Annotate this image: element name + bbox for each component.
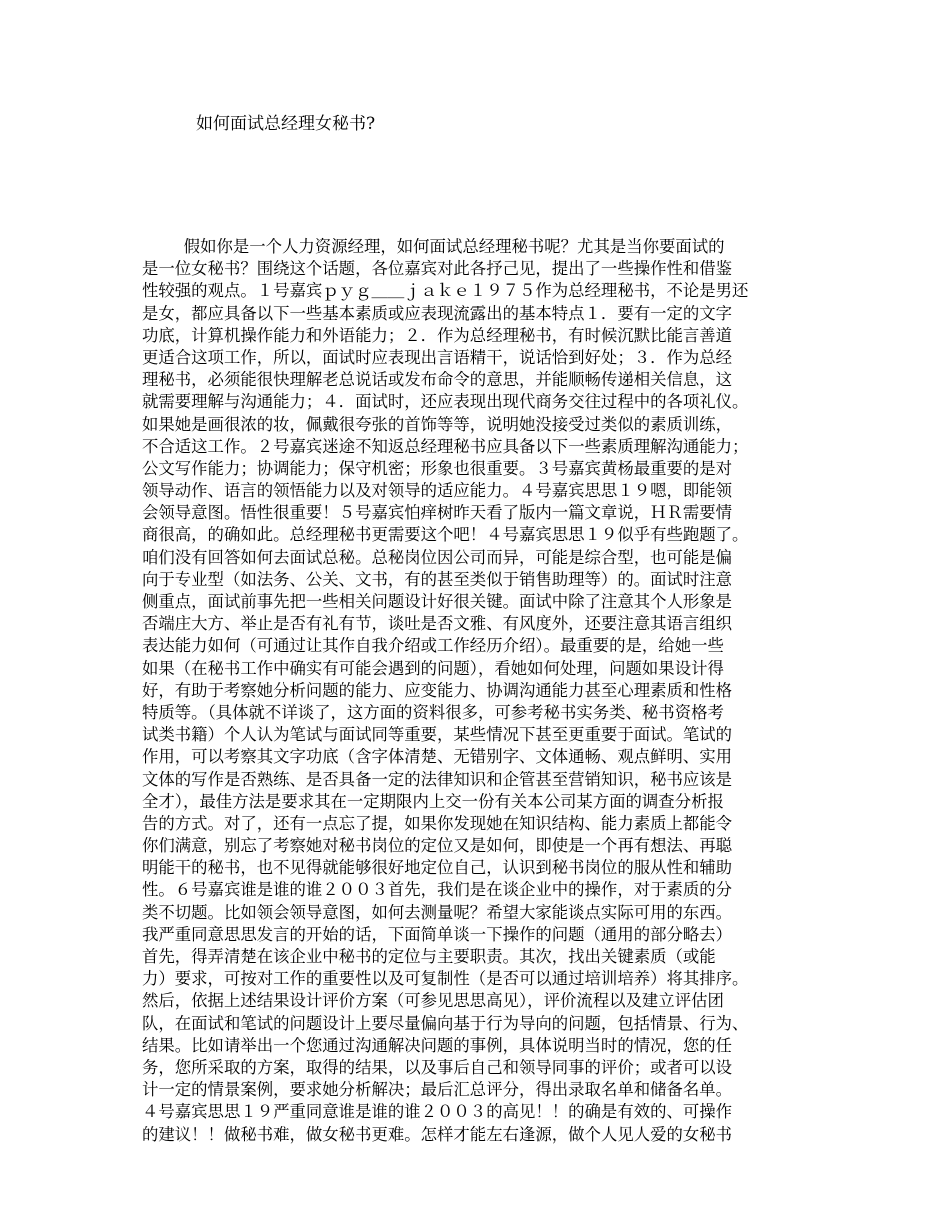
body-text-line: 如果（在秘书工作中确实有可能会遇到的问题），看她如何处理，问题如果设计得 (142, 658, 724, 678)
body-text-line: 是一位女秘书？围绕这个话题，各位嘉宾对此各抒己见，提出了一些操作性和借鉴 (142, 259, 733, 279)
body-text-line: 性。６号嘉宾谁是谁的谁２００３首先，我们是在谈企业中的操作，对于素质的分 (142, 880, 733, 900)
body-text-line: 首先，得弄清楚在该企业中秘书的定位与主要职责。其次，找出关键素质（或能 (142, 947, 716, 966)
body-text-line: 的建议！！做秘书难，做女秘书更难。怎样才能左右逢源，做个人见人爱的女秘书 (142, 1124, 733, 1144)
body-text-line: 明能干的秘书，也不见得就能够很好地定位自己，认识到秘书岗位的服从性和辅助 (142, 858, 733, 878)
body-text-line: 队，在面试和笔试的问题设计上要尽量偏向基于行为导向的问题，包括情景、行为、 (142, 1013, 749, 1033)
body-text-line: 领导动作、语言的领悟能力以及对领导的适应能力。４号嘉宾思思１９嗯，即能领 (142, 481, 733, 501)
body-text-line: 你们满意，别忘了考察她对秘书岗位的定位又是如何，即使是一个再有想法、再聪 (142, 836, 733, 856)
body-text-line: 理秘书，必须能很快理解老总说话或发布命令的意思，并能顺畅传递相关信息，这 (142, 370, 733, 390)
body-text-line: ４号嘉宾思思１９严重同意谁是谁的谁２００３的高见！！的确是有效的、可操作 (142, 1102, 733, 1122)
body-text-line: 假如你是一个人力资源经理，如何面试总经理秘书呢？尤其是当你要面试的 (142, 237, 725, 256)
body-text-line: 结果。比如请举出一个您通过沟通解决问题的事例，具体说明当时的情况，您的任 (142, 1035, 733, 1055)
document-body (142, 236, 822, 1146)
body-text-line: 就需要理解与沟通能力；４．面试时，还应表现出现代商务交往过程中的各项礼仪。 (142, 392, 749, 412)
body-text-line: 向于专业型（如法务、公关、文书，有的甚至类似于销售助理等）的。面试时注意 (142, 569, 733, 589)
body-text-line: 我严重同意思思发言的开始的话，下面简单谈一下操作的问题（通用的部分略去） (142, 924, 733, 944)
body-text-line: 告的方式。对了，还有一点忘了提，如果你发现她在知识结构、能力素质上都能令 (142, 813, 733, 833)
body-text-line: 文体的写作是否熟练、是否具备一定的法律知识和企管甚至营销知识，秘书应该是 (142, 769, 733, 789)
body-text-line: 不合适这工作。２号嘉宾迷途不知返总经理秘书应具备以下一些素质理解沟通能力； (142, 436, 749, 456)
body-text-line: 更适合这项工作，所以，面试时应表现出言语精干，说话恰到好处；３．作为总经 (142, 347, 733, 367)
body-text-line: 计一定的情景案例，要求她分析解决；最后汇总评分，得出录取名单和储备名单。 (142, 1080, 733, 1100)
body-text-line: 咱们没有回答如何去面试总秘。总秘岗位因公司而异，可能是综合型，也可能是偏 (142, 547, 733, 567)
body-text-line: 表达能力如何（可通过让其作自我介绍或工作经历介绍）。最重要的是，给她一些 (142, 636, 724, 656)
body-text-line: 类不切题。比如领会领导意图，如何去测量呢？希望大家能谈点实际可用的东西。 (142, 902, 733, 922)
body-text-line: 否端庄大方、举止是否有礼有节，谈吐是否文雅、有风度外，还要注意其语言组织 (142, 614, 733, 634)
body-text-line: 全才），最佳方法是要求其在一定期限内上交一份有关本公司某方面的调查分析报 (142, 791, 724, 811)
body-text-line: 然后，依据上述结果设计评价方案（可参见思思高见），评价流程以及建立评估团 (142, 991, 724, 1011)
body-text-line: 作用，可以考察其文字功底（含字体清楚、无错别字、文体通畅、观点鲜明、实用 (142, 747, 733, 767)
body-text-line: 商很高，的确如此。总经理秘书更需要这个吧！４号嘉宾思思１９似乎有些跑题了。 (142, 525, 749, 545)
document-title: 如何面试总经理女秘书? (196, 114, 376, 134)
body-text-line: 力）要求，可按对工作的重要性以及可复制性（是否可以通过培训培养）将其排序。 (142, 969, 749, 989)
body-text-line: 会领导意图。悟性很重要！５号嘉宾怕痒树昨天看了版内一篇文章说，ＨＲ需要情 (142, 503, 733, 523)
body-text-line: 是女，都应具备以下一些基本素质或应表现流露出的基本特点１．要有一定的文字 (142, 303, 733, 323)
body-text-line: 如果她是画很浓的妆，佩戴很夸张的首饰等等，说明她没接受过类似的素质训练， (142, 414, 733, 434)
body-text-line: 试类书籍）个人认为笔试与面试同等重要，某些情况下甚至更重要于面试。笔试的 (142, 725, 733, 745)
body-text-line: 性较强的观点。１号嘉宾ｐｙｇ＿＿ｊａｋｅ１９７５作为总经理秘书，不论是男还 (142, 281, 749, 301)
body-text-line: 功底，计算机操作能力和外语能力；２．作为总经理秘书，有时候沉默比能言善道 (142, 325, 733, 345)
body-text-line: 特质等。（具体就不详谈了，这方面的资料很多，可参考秘书实务类、秘书资格考 (142, 702, 724, 722)
body-text-line: 侧重点，面试前事先把一些相关问题设计好很关键。面试中除了注意其个人形象是 (142, 592, 733, 611)
body-text-line: 务，您所采取的方案，取得的结果，以及事后自己和领导同事的评价；或者可以设 (142, 1057, 733, 1077)
body-text-line: 公文写作能力；协调能力；保守机密；形象也很重要。３号嘉宾黄杨最重要的是对 (142, 458, 733, 478)
body-text-line: 好，有助于考察她分析问题的能力、应变能力、协调沟通能力甚至心理素质和性格 (142, 680, 733, 700)
